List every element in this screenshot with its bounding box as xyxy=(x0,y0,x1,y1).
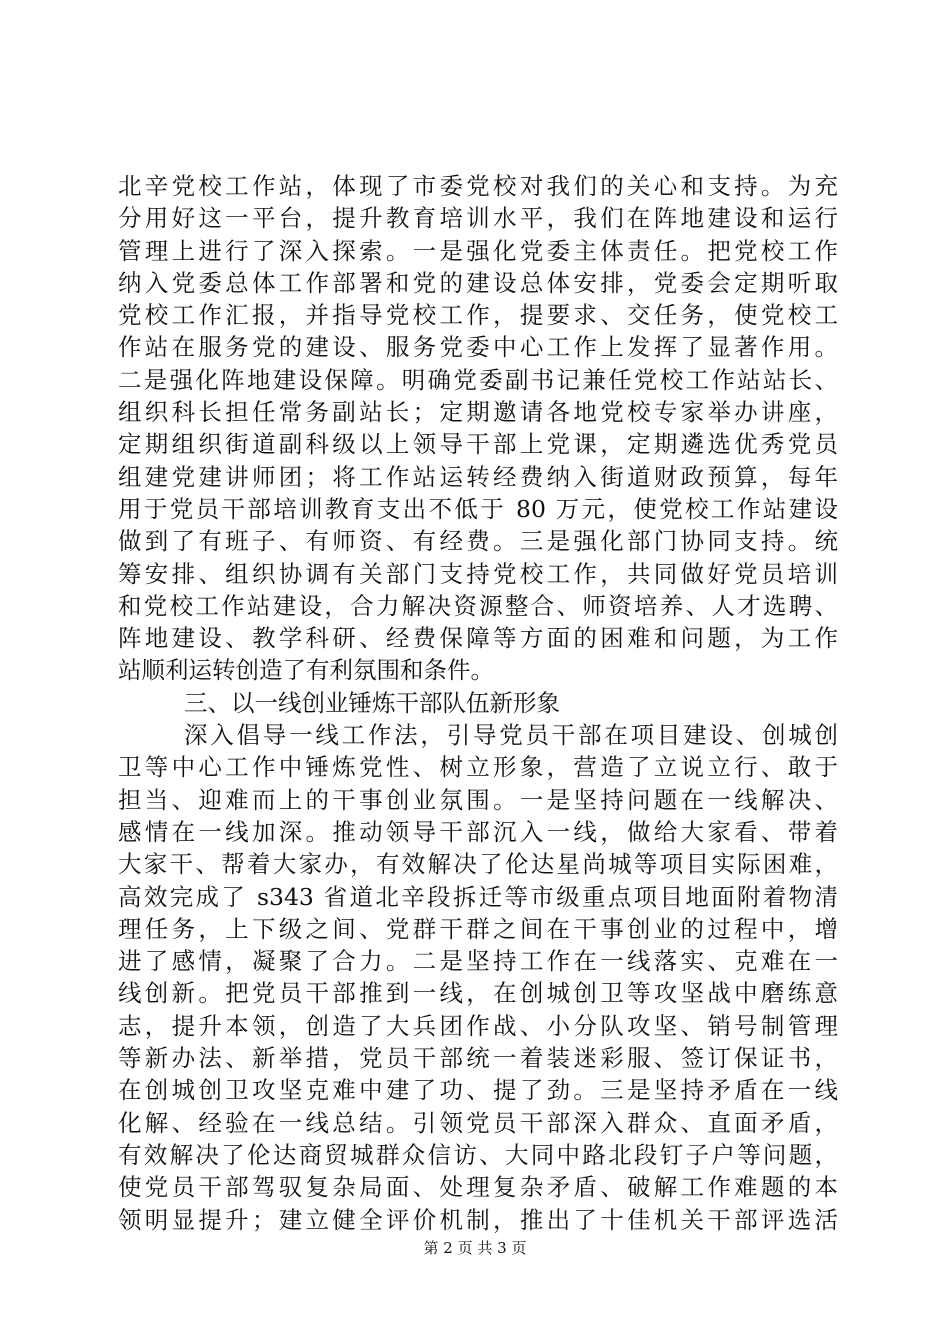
text-line: 作站在服务党的建设、服务党委中心工作上发挥了显著作用。 xyxy=(118,333,838,362)
text-line: 领明显提升；建立健全评价机制，推出了十佳机关干部评选活 xyxy=(118,1205,838,1234)
text-line: 有效解决了伦达商贸城群众信访、大同中路北段钉子户等问题， xyxy=(118,1140,838,1169)
text-line: 二是强化阵地建设保障。明确党委副书记兼任党校工作站站长、 xyxy=(118,365,838,394)
text-line: 党校工作汇报，并指导党校工作，提要求、交任务，使党校工 xyxy=(118,301,838,330)
page-number-footer: 第 2 页 共 3 页 xyxy=(423,1239,527,1257)
text-line: 线创新。把党员干部推到一线，在创城创卫等攻坚战中磨练意 xyxy=(118,979,838,1008)
text-line: 深入倡导一线工作法，引导党员干部在项目建设、创城创 xyxy=(184,721,838,750)
text-line: 高效完成了 s343 省道北辛段拆迁等市级重点项目地面附着物清 xyxy=(118,882,838,911)
text-line: 组织科长担任常务副站长；定期邀请各地党校专家举办讲座， xyxy=(118,398,838,427)
text-line: 站顺利运转创造了有利氛围和条件。 xyxy=(118,656,494,685)
text-line: 和党校工作站建设，合力解决资源整合、师资培养、人才选聘、 xyxy=(118,591,838,620)
text-line: 感情在一线加深。推动领导干部沉入一线，做给大家看、带着 xyxy=(118,817,838,846)
text-line: 担当、迎难而上的干事创业氛围。一是坚持问题在一线解决、 xyxy=(118,785,838,814)
text-line: 理任务，上下级之间、党群干群之间在干事创业的过程中，增 xyxy=(118,914,838,943)
text-line: 等新办法、新举措，党员干部统一着装迷彩服、签订保证书， xyxy=(118,1044,838,1073)
text-line: 使党员干部驾驭复杂局面、处理复杂矛盾、破解工作难题的本 xyxy=(118,1173,838,1202)
section-heading: 三、以一线创业锤炼干部队伍新形象 xyxy=(184,688,560,717)
text-line: 化解、经验在一线总结。引领党员干部深入群众、直面矛盾， xyxy=(118,1108,838,1137)
text-line: 大家干、帮着大家办，有效解决了伦达星尚城等项目实际困难， xyxy=(118,850,838,879)
text-line: 在创城创卫攻坚克难中建了功、提了劲。三是坚持矛盾在一线 xyxy=(118,1076,838,1105)
text-line: 管理上进行了深入探索。一是强化党委主体责任。把党校工作 xyxy=(118,236,838,265)
text-line: 纳入党委总体工作部署和党的建设总体安排，党委会定期听取 xyxy=(118,268,838,297)
text-line: 阵地建设、教学科研、经费保障等方面的困难和问题，为工作 xyxy=(118,624,838,653)
text-line: 进了感情，凝聚了合力。二是坚持工作在一线落实、克难在一 xyxy=(118,947,838,976)
text-line: 用于党员干部培训教育支出不低于 80 万元，使党校工作站建设 xyxy=(118,494,838,523)
text-line: 志，提升本领，创造了大兵团作战、小分队攻坚、销号制管理 xyxy=(118,1011,838,1040)
text-line: 筹安排、组织协调有关部门支持党校工作，共同做好党员培训 xyxy=(118,559,838,588)
text-line: 北辛党校工作站，体现了市委党校对我们的关心和支持。为充 xyxy=(118,172,838,200)
body-text xyxy=(118,170,838,1236)
text-line: 卫等中心工作中锤炼党性、树立形象，营造了立说立行、敢于 xyxy=(118,753,838,782)
text-line: 做到了有班子、有师资、有经费。三是强化部门协同支持。统 xyxy=(118,527,838,556)
text-line: 分用好这一平台，提升教育培训水平，我们在阵地建设和运行 xyxy=(118,204,838,233)
text-line: 组建党建讲师团；将工作站运转经费纳入街道财政预算，每年 xyxy=(118,462,838,491)
text-line: 定期组织街道副科级以上领导干部上党课，定期遴选优秀党员 xyxy=(118,430,838,459)
